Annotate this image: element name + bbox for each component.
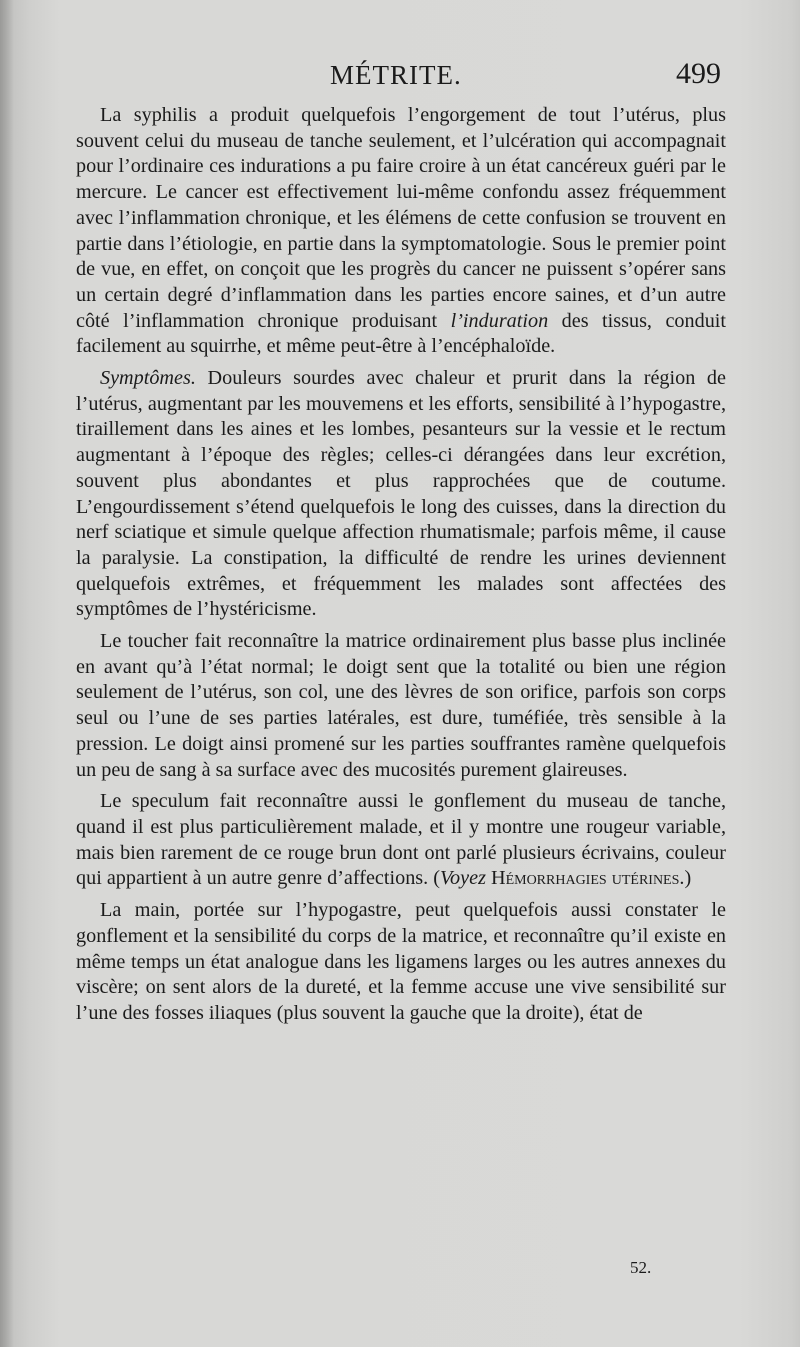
paragraph-toucher: Le toucher fait reconnaître la matrice ordinairement plus basse plus inclinée en avant qu’à l’état normal; le doigt sent que la totalité ou bien une région seulement de l’utérus, son col, une des lèvres de son orifice, parfois son corps seul ou l’une de ses parties latérales, est dure, tuméfiée, très sensible à la pression. Le doigt ainsi promené sur les parties souffrantes ramène quelquefois un peu de sang à sa surface avec des mucosités purement glaireuses.: [76, 630, 726, 781]
paragraph-main: La main, portée sur l’hypogastre, peut quelquefois aussi constater le gonflement et la sensibilité du corps de la matrice, et reconnaître qu’il existe en même temps un état analogue dans les ligamens larges ou les autres annexes du viscère; on sent alors de la dureté, et la femme accuse une vive sensibilité sur l’une des fosses iliaques (plus souvent la gauche que la droite), état de: [76, 899, 726, 1024]
voyez-reference: Voyez: [439, 867, 486, 890]
body-text: [76, 103, 726, 1027]
paragraph-symptomes: Symptômes. Douleurs sourdes avec chaleur et prurit dans la région de l’utérus, augmentant par les mouvemens et les efforts, sensibilité à l’hypogastre, tiraillement dans les aines et les lombes, pesanteurs sur la vessie et le rectum augmentant à l’époque des règles; celles-ci dérangées dans leur excrétion, souvent plus abondantes et plus rapprochées que de coutume. L’engourdissement s’étend quelquefois le long des cuisses, dans la direction du nerf sciatique et simule quelque affection rhumatismale; parfois même, il cause la paralysie. La constipation, la difficulté de rendre les urines deviennent quelquefois extrêmes, et fréquemment les malades sont affectées des symptômes de l’hystéricisme.: [76, 367, 726, 621]
italic-term: l’induration: [450, 309, 549, 332]
page-number: 499: [676, 57, 721, 90]
page-binding-shadow: [0, 0, 14, 1347]
running-head: MÉTRITE.: [330, 60, 462, 90]
paragraph-syphilis: La syphilis a produit quelquefois l’engorgement de tout l’utérus, plus souvent celui du museau de tanche seulement, et l’ulcération qui accompagnait pour l’ordinaire ces indurations a pu faire croire à un état cancéreux guéri par le mercure. Le cancer est effectivement lui-même confondu assez fréquemment avec l’inflammation chronique, et les élémens de cette confusion se trouvent en partie dans l’étiologie, en partie dans la symptomatologie. Sous le premier point de vue, en effet, on conçoit que les progrès du cancer ne puissent s’opérer sans un certain degré d’inflammation dans les parties encore saines, et d’un autre côté l’inflammation chronique produisant l’induration des tissus, conduit facilement au squirrhe, et même peut-être à l’encéphaloïde.: [76, 104, 727, 358]
paragraph-speculum: Le speculum fait reconnaître aussi le gonflement du museau de tanche, quand il est plus particulièrement malade, et il y montre une rougeur variable, mais bien rarement de ce rouge brun dont ont parlé plusieurs écrivains, couleur qui appartient à un autre genre d’affections. (Voyez Hémorrhagies utérines.): [76, 790, 726, 890]
cross-reference: Hémorrhagies utérines: [485, 867, 680, 890]
signature-mark: 52.: [630, 1258, 652, 1277]
section-heading: Symptômes.: [100, 367, 196, 390]
